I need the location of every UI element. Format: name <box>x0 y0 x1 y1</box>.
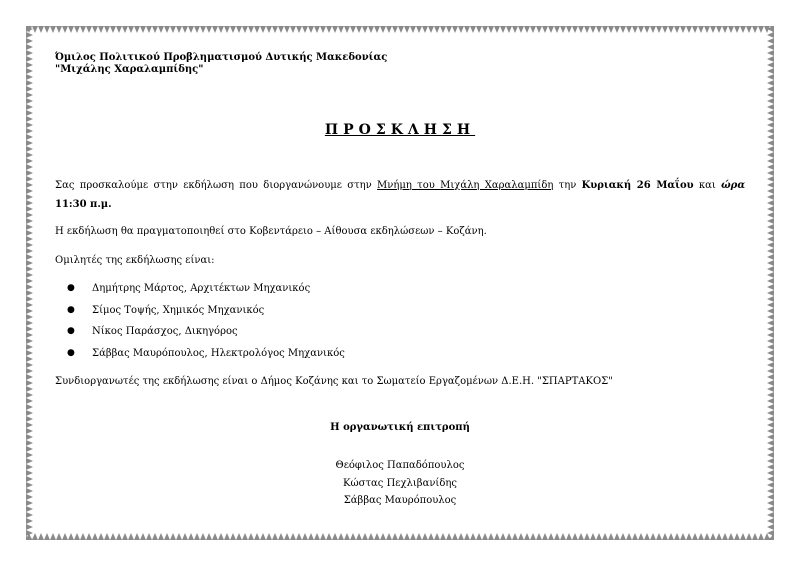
bullet-icon: ● <box>67 304 75 315</box>
bullet-icon: ● <box>67 326 75 336</box>
list-item <box>67 278 345 300</box>
event-time: 11:30 π.μ. <box>55 199 112 210</box>
intro-paragraph <box>55 176 745 214</box>
committee-heading: Η οργανωτική επιτροπή <box>330 422 470 433</box>
committee-members-list <box>55 457 745 510</box>
venue-paragraph: Η εκδήλωση θα πραγματοποιηθεί στο Κοβεντάρειο – Αίθουσα εκδηλώσεων – Κοζάνη. <box>55 226 487 237</box>
co-organizers-paragraph: Συνδιοργανωτές της εκδήλωσης είναι ο Δήμος Κοζάνης και το Σωματείο Εργαζομένων Δ.Ε.Η. "ΣΠΑΡΤΑΚΟΣ" <box>55 376 613 387</box>
intro-text-2: την <box>553 180 582 191</box>
committee-member: Σάββας Μαυρόπουλος <box>343 495 457 506</box>
committee-member: Θεόφιλος Παπαδόπουλος <box>335 460 465 471</box>
speaker-name: Σίμος Τοψής, Χημικός Μηχανικός <box>92 304 265 316</box>
speaker-name: Δημήτρης Μάρτος, Αρχιτέκτων Μηχανικός <box>92 283 311 294</box>
memorial-name: Μνήμη του Μιχάλη Χαραλαμπίδη <box>377 180 554 191</box>
organization-subtitle: "Μιχάλης Χαραλαμπίδης" <box>55 64 204 75</box>
list-item <box>67 321 345 343</box>
time-word: ώρα <box>721 180 746 191</box>
speakers-list <box>67 278 345 364</box>
speakers-heading: Ομιλητές της εκδήλωσης είναι: <box>55 255 215 266</box>
invitation-title: ΠΡΟΣΚΛΗΣΗ <box>324 122 476 138</box>
list-item <box>67 343 345 365</box>
event-date: Κυριακή 26 Μαΐου <box>581 180 694 191</box>
committee-member: Κώστας Πεχλιβανίδης <box>343 477 457 489</box>
speaker-name: Σάββας Μαυρόπουλος, Ηλεκτρολόγος Μηχανικός <box>92 347 345 359</box>
intro-text-3: και <box>693 180 722 191</box>
bullet-icon: ● <box>67 283 75 293</box>
invitation-content <box>55 52 746 506</box>
speaker-name: Νίκος Παράσχος, Δικηγόρος <box>92 326 238 337</box>
intro-text-1: Σας προσκαλούμε στην εκδήλωση που διοργανώνουμε στην <box>55 180 378 191</box>
list-item <box>67 300 345 322</box>
bullet-icon: ● <box>67 347 75 358</box>
organization-name: Όμιλος Πολιτικού Προβληματισμού Δυτικής Μακεδονίας <box>55 52 388 63</box>
